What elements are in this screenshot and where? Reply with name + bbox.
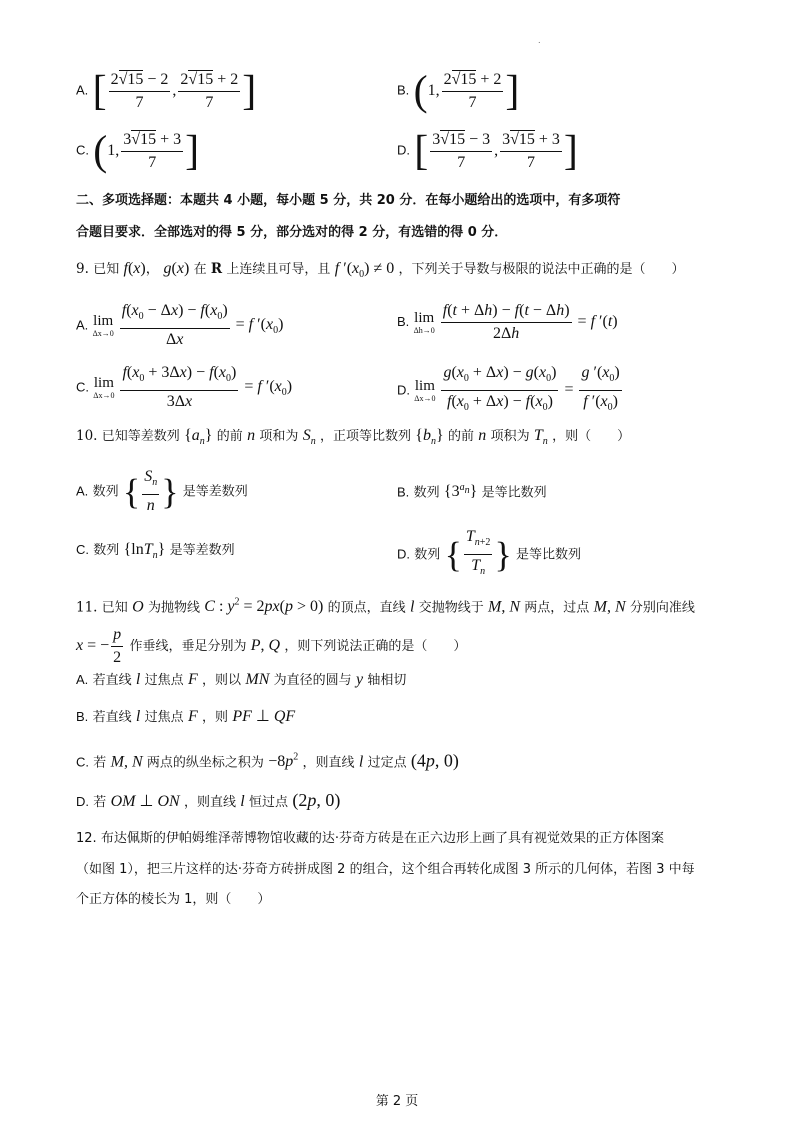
q8-option-d: D. [ $\frac{3√15 - 3}{7}$ , $\frac{3√15 + 3}{7}$ ] <box>397 128 578 174</box>
q11-stem-line2: x = − $\frac{p}{2}$ 作垂线，垂足分别为 P, Q ，则下列说法正确的是（ ） <box>76 626 467 666</box>
q9-option-c: C. lim Δx→0 $\frac{f(x_0 + 3\Delta x) - f(x_0)}{3\Delta x}$ = f $'(x_0)$ <box>76 364 293 411</box>
section2-heading-line2: 合题目要求．全部选对的得 5 分，部分选对的得 2 分，有选错的得 0 分． <box>76 225 508 240</box>
section2-heading-line1: 二、多项选择题：本题共 4 小题，每小题 5 分，共 20 分．在每小题给出的选项中，有多项符 <box>76 193 621 208</box>
scan-dot: . <box>538 36 541 45</box>
q8-option-b: B. (1, $\frac{2√15 + 2}{7}$ ] <box>397 68 520 114</box>
q9-option-b: B. lim Δh→0 $\frac{f(t + \Delta h) - f(t - \Delta h)}{2\Delta h}$ = f ′(t) <box>397 302 618 342</box>
q8-option-c: C. (1, $\frac{3√15 + 3}{7}$ ] <box>76 128 200 174</box>
q11-option-c: C. 若 M, N 两点的纵坐标之积为 $-8p^2$ ，则直线 l 过定点 (4p, 0) <box>76 750 459 771</box>
q12-stem-line1: 12. 布达佩斯的伊帕姆维泽蒂博物馆收藏的达·芬奇方砖是在正六边形上画了具有视觉效果的正方体图案 <box>76 831 664 846</box>
q8-option-c-math: (1, $\frac{3√15 + 3}{7}$ ] <box>93 128 200 174</box>
q12-stem-line3: 个正方体的棱长为 1，则（ ） <box>76 892 271 907</box>
q8-option-d-math: [ $\frac{3√15 - 3}{7}$ , $\frac{3√15 + 3}{7}$ ] <box>414 128 578 174</box>
q9-option-a: A. lim Δx→0 $\frac{f(x_0 - \Delta x) - f(x_0)}{\Delta x}$ = f $'(x_0)$ <box>76 302 284 349</box>
q8-option-b-math: (1, $\frac{2√15 + 2}{7}$ ] <box>413 68 520 114</box>
q8-option-a-math: [ $\frac{2√15 - 2}{7}$ , $\frac{2√15 + 2}{7}$ ] <box>92 68 257 114</box>
q10-option-b: B. 数列 $\{3^{a_n}\}$ 是等比数列 <box>397 482 547 501</box>
q10-stem: 10. 已知等差数列 $\{a_n\}$ 的前 n 项和为 $S_n$ ，正项等比数列 $\{b_n\}$ 的前 n 项积为 $T_n$ ，则（ ） <box>76 427 631 448</box>
q10-option-c: C. 数列 {lnT$_n$} 是等差数列 <box>76 541 235 562</box>
q11-option-b: B. 若直线 l 过焦点 F ，则 PF ⊥ QF <box>76 708 296 725</box>
q8-option-a: A. [ $\frac{2√15 - 2}{7}$ , $\frac{2√15 + 2}{7}$ ] <box>76 68 257 114</box>
q11-option-a: A. 若直线 l 过焦点 F ，则以 MN 为直径的圆与 y 轴相切 <box>76 671 407 688</box>
page-number: 第 2 页 <box>375 1094 419 1109</box>
q10-option-a: A. 数列 { $\frac{S_n}{n}$ } 是等差数列 <box>76 468 248 515</box>
q9-stem: 9. 已知 f(x)， g(x) 在 R 上连续且可导，且 f $'(x_0) \ne 0$ ，下列关于导数与极限的说法中正确的是（ ） <box>76 260 685 281</box>
q12-stem-line2: （如图 1），把三片这样的达·芬奇方砖拼成图 2 的组合，这个组合再转化成图 3 所示的几何体，若图 3 中每 <box>76 862 695 877</box>
q11-stem-line1: 11. 已知 O 为抛物线 C : $y^2 = 2px(p > 0)$ 的顶点，直线 l 交抛物线于 M, N 两点，过点 M, N 分别向准线 <box>76 597 695 616</box>
q9-option-d: D. lim Δx→0 $\frac{g(x_0 + \Delta x) - g(x_0)}{f(x_0 + \Delta x) - f(x_0)}$ = $\frac{g '(x_0)}{f '(x_0)}$ <box>397 364 620 414</box>
q11-option-d: D. 若 OM ⊥ ON ，则直线 l 恒过点 (2p, 0) <box>76 790 341 810</box>
q10-option-d: D. 数列 { $\frac{T_{n+2}}{T_n}$ } 是等比数列 <box>397 528 582 578</box>
